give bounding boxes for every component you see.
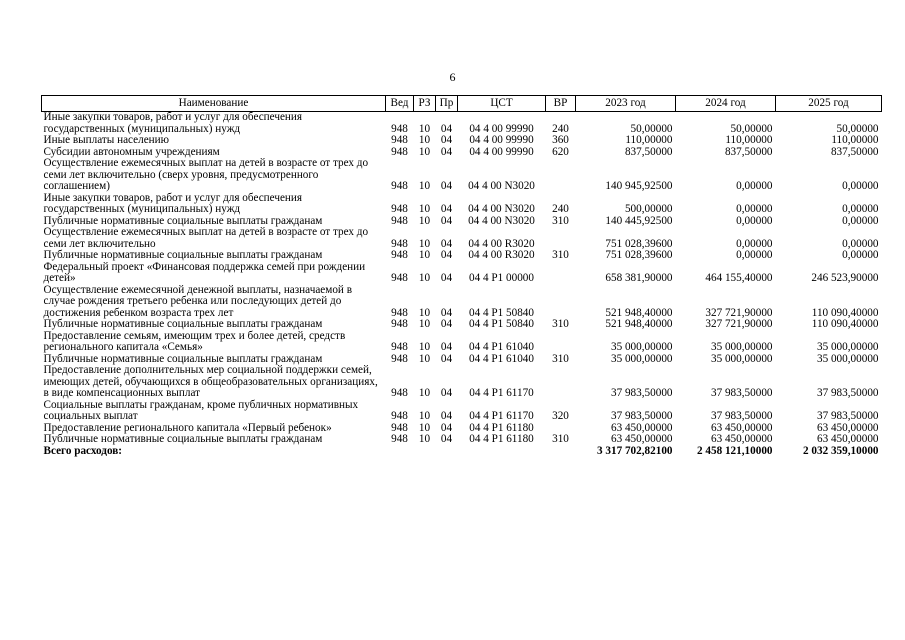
total-2025: 2 032 359,10000 (802, 444, 879, 457)
table-row (42, 285, 882, 320)
row-ved: 948 (391, 352, 408, 365)
row-name: Предоставление регионального капитала «Первый ребенок» (43, 421, 332, 434)
table-row (42, 331, 882, 354)
table-row (42, 112, 882, 136)
row-ved: 948 (391, 237, 408, 250)
row-name: Публичные нормативные социальные выплаты гражданам (43, 318, 323, 330)
table-header-row (42, 96, 882, 112)
row-ved: 948 (391, 272, 408, 284)
row-2024: 0,00000 (736, 214, 773, 227)
row-2025: 63 450,00000 (816, 421, 879, 434)
row-vr: 360 (552, 134, 569, 146)
row-pr: 04 (440, 352, 453, 365)
row-2023: 751 028,39600 (605, 249, 673, 261)
row-2023: 500,00000 (624, 203, 673, 215)
row-pr: 04 (440, 387, 453, 399)
row-vr: 310 (552, 249, 569, 261)
row-2025: 35 000,00000 (816, 352, 879, 365)
table-row (42, 434, 882, 446)
row-pr: 04 (440, 180, 453, 192)
row-pr: 04 (440, 134, 453, 146)
row-cst: 04 4 P1 61180 (469, 433, 534, 445)
header-2024: 2024 год (676, 96, 776, 112)
row-vr (546, 262, 576, 285)
row-name: Осуществление ежемесячной денежной выплаты, назначаемой в случае рождения третьего ребенка или последующих детей до достижения ребенком возраста трех лет (43, 283, 352, 319)
row-2025: 110 090,40000 (811, 306, 879, 319)
total-label: Всего расходов: (43, 444, 123, 457)
row-2025: 0,00000 (842, 249, 879, 261)
row-cst: 04 4 00 99990 (469, 122, 534, 135)
row-2024: 37 983,50000 (710, 410, 773, 422)
row-rz: 10 (418, 341, 431, 353)
total-2024: 2 458 121,10000 (696, 444, 773, 457)
row-pr: 04 (440, 214, 453, 227)
row-vr (546, 158, 576, 193)
row-ved: 948 (391, 421, 408, 434)
header-name: Наименование (42, 96, 386, 112)
row-rz: 10 (418, 134, 431, 146)
row-cst: 04 4 P1 50840 (469, 318, 534, 330)
row-2025: 37 983,50000 (816, 387, 879, 399)
table-row (42, 227, 882, 250)
row-cst: 04 4 P1 61170 (469, 387, 534, 399)
table-row (42, 135, 882, 147)
row-ved: 948 (391, 410, 408, 422)
total-2023: 3 317 702,82100 (596, 444, 673, 457)
row-ved: 948 (391, 180, 408, 192)
row-rz: 10 (418, 249, 431, 261)
row-2025: 63 450,00000 (816, 433, 879, 445)
row-2023: 63 450,00000 (610, 421, 673, 434)
row-cst: 04 4 00 N3020 (468, 180, 535, 192)
row-name: Социальные выплаты гражданам, кроме публичных нормативных социальных выплат (43, 398, 359, 422)
row-2024: 0,00000 (736, 237, 773, 250)
row-2024: 63 450,00000 (710, 421, 773, 434)
header-cst: ЦСТ (458, 96, 546, 112)
row-2024: 110,00000 (725, 134, 773, 146)
row-rz: 10 (418, 421, 431, 434)
row-2023: 521 948,40000 (605, 318, 673, 330)
row-rz: 10 (418, 387, 431, 399)
row-vr (546, 285, 576, 320)
row-vr: 310 (552, 318, 569, 330)
row-pr: 04 (440, 249, 453, 261)
row-vr: 320 (552, 410, 569, 422)
header-2025: 2025 год (776, 96, 882, 112)
table-row (42, 400, 882, 423)
row-name: Предоставление семьям, имеющим трех и более детей, средств регионального капитала «Семья» (43, 329, 346, 353)
table-row (42, 365, 882, 400)
header-2023: 2023 год (576, 96, 676, 112)
row-2023: 35 000,00000 (610, 341, 673, 353)
row-name: Публичные нормативные социальные выплаты гражданам (43, 352, 323, 365)
row-ved: 948 (391, 433, 408, 445)
row-pr: 04 (440, 421, 453, 434)
row-2025: 37 983,50000 (816, 410, 879, 422)
row-2024: 0,00000 (736, 249, 773, 261)
row-vr: 240 (552, 122, 569, 135)
row-2025: 0,00000 (842, 237, 879, 250)
row-rz: 10 (418, 145, 431, 158)
row-ved: 948 (391, 214, 408, 227)
row-2024: 50,00000 (730, 122, 773, 135)
table-row (42, 319, 882, 331)
row-rz: 10 (418, 410, 431, 422)
row-2025: 50,00000 (836, 122, 879, 135)
row-name: Федеральный проект «Финансовая поддержка семей при рождении детей» (43, 260, 366, 284)
row-cst: 04 4 00 R3020 (468, 249, 535, 261)
row-2024: 35 000,00000 (710, 341, 773, 353)
row-vr: 310 (552, 433, 569, 445)
row-vr: 310 (552, 352, 569, 365)
row-vr: 620 (552, 145, 569, 158)
row-rz: 10 (418, 122, 431, 135)
row-2023: 751 028,39600 (605, 237, 673, 250)
row-ved: 948 (391, 122, 408, 135)
header-rz: РЗ (414, 96, 436, 112)
row-name: Иные закупки товаров, работ и услуг для обеспечения государственных (муниципальных) нужд (43, 111, 303, 135)
row-rz: 10 (418, 306, 431, 319)
row-cst: 04 4 00 N3020 (468, 214, 535, 227)
row-pr: 04 (440, 433, 453, 445)
table-row (42, 193, 882, 216)
row-2024: 63 450,00000 (710, 433, 773, 445)
row-cst: 04 4 P1 61180 (469, 421, 534, 434)
row-pr: 04 (440, 272, 453, 284)
table-row (42, 262, 882, 285)
row-vr: 310 (552, 214, 569, 227)
row-rz: 10 (418, 180, 431, 192)
row-ved: 948 (391, 306, 408, 319)
header-ved: Вед (386, 96, 414, 112)
row-cst: 04 4 00 99990 (469, 145, 534, 158)
row-2024: 0,00000 (736, 203, 773, 215)
row-2023: 521 948,40000 (605, 306, 673, 319)
row-pr: 04 (440, 237, 453, 250)
row-pr: 04 (440, 306, 453, 319)
row-2024: 327 721,90000 (705, 318, 773, 330)
row-rz: 10 (418, 272, 431, 284)
row-pr: 04 (440, 122, 453, 135)
row-pr: 04 (440, 318, 453, 330)
row-2025: 0,00000 (842, 203, 879, 215)
row-pr: 04 (440, 341, 453, 353)
header-pr: Пр (436, 96, 458, 112)
row-2024: 37 983,50000 (710, 387, 773, 399)
row-rz: 10 (418, 203, 431, 215)
row-cst: 04 4 00 99990 (469, 134, 534, 146)
row-2025: 0,00000 (842, 180, 879, 192)
row-name: Предоставление дополнительных мер социальной поддержки семей, имеющих детей, обучающихся в общеобразовательных организациях, в виде компенсационных выплат (43, 364, 378, 399)
header-vr: ВР (546, 96, 576, 112)
row-2023: 837,50000 (624, 145, 673, 158)
row-vr (546, 227, 576, 250)
row-name: Иные выплаты населению (43, 134, 169, 146)
row-vr (546, 365, 576, 400)
row-pr: 04 (440, 145, 453, 158)
row-cst: 04 4 P1 61040 (469, 352, 534, 365)
row-2024: 35 000,00000 (710, 352, 773, 365)
row-2025: 246 523,90000 (811, 272, 879, 284)
row-2024: 464 155,40000 (705, 272, 773, 284)
row-2025: 0,00000 (842, 214, 879, 227)
row-2023: 110,00000 (625, 134, 673, 146)
row-2024: 837,50000 (724, 145, 773, 158)
row-2025: 837,50000 (830, 145, 879, 158)
row-name: Осуществление ежемесячных выплат на детей в возрасте от трех до семи лет включительно (сверх уровня, предусмотренного соглашением) (43, 157, 369, 192)
row-name: Публичные нормативные социальные выплаты гражданам (43, 433, 323, 445)
row-rz: 10 (418, 433, 431, 445)
row-2023: 63 450,00000 (610, 433, 673, 445)
table-row (42, 158, 882, 193)
row-pr: 04 (440, 203, 453, 215)
row-rz: 10 (418, 352, 431, 365)
row-2023: 37 983,50000 (610, 387, 673, 399)
row-cst: 04 4 P1 00000 (469, 272, 534, 284)
budget-table (41, 95, 882, 457)
row-vr: 240 (552, 203, 569, 215)
row-2023: 37 983,50000 (610, 410, 673, 422)
row-cst: 04 4 00 N3020 (468, 203, 535, 215)
row-2024: 327 721,90000 (705, 306, 773, 319)
row-ved: 948 (391, 341, 408, 353)
row-rz: 10 (418, 237, 431, 250)
row-cst: 04 4 P1 61040 (469, 341, 534, 353)
row-ved: 948 (391, 249, 408, 261)
row-name: Субсидии автономным учреждениям (43, 145, 220, 158)
row-name: Иные закупки товаров, работ и услуг для обеспечения государственных (муниципальных) нужд (43, 191, 303, 215)
row-cst: 04 4 P1 50840 (469, 306, 534, 319)
row-vr (546, 331, 576, 354)
row-ved: 948 (391, 145, 408, 158)
row-2023: 35 000,00000 (610, 352, 673, 365)
row-ved: 948 (391, 203, 408, 215)
row-2023: 140 445,92500 (605, 214, 673, 227)
row-name: Публичные нормативные социальные выплаты гражданам (43, 214, 323, 227)
row-2024: 0,00000 (736, 180, 773, 192)
row-pr: 04 (440, 410, 453, 422)
table-row (42, 250, 882, 262)
row-2025: 110 090,40000 (811, 318, 879, 330)
row-ved: 948 (391, 387, 408, 399)
row-2025: 35 000,00000 (816, 341, 879, 353)
row-ved: 948 (391, 134, 408, 146)
row-ved: 948 (391, 318, 408, 330)
row-2023: 140 945,92500 (605, 180, 673, 192)
row-rz: 10 (418, 214, 431, 227)
total-row (42, 446, 882, 458)
row-cst: 04 4 P1 61170 (469, 410, 534, 422)
row-2023: 50,00000 (630, 122, 673, 135)
row-2023: 658 381,90000 (605, 272, 673, 284)
page-number: 6 (449, 70, 456, 84)
row-cst: 04 4 00 R3020 (468, 237, 535, 250)
row-name: Публичные нормативные социальные выплаты гражданам (43, 249, 323, 261)
row-name: Осуществление ежемесячных выплат на детей в возрасте от трех до семи лет включительно (43, 226, 369, 250)
row-rz: 10 (418, 318, 431, 330)
row-2025: 110,00000 (831, 134, 879, 146)
